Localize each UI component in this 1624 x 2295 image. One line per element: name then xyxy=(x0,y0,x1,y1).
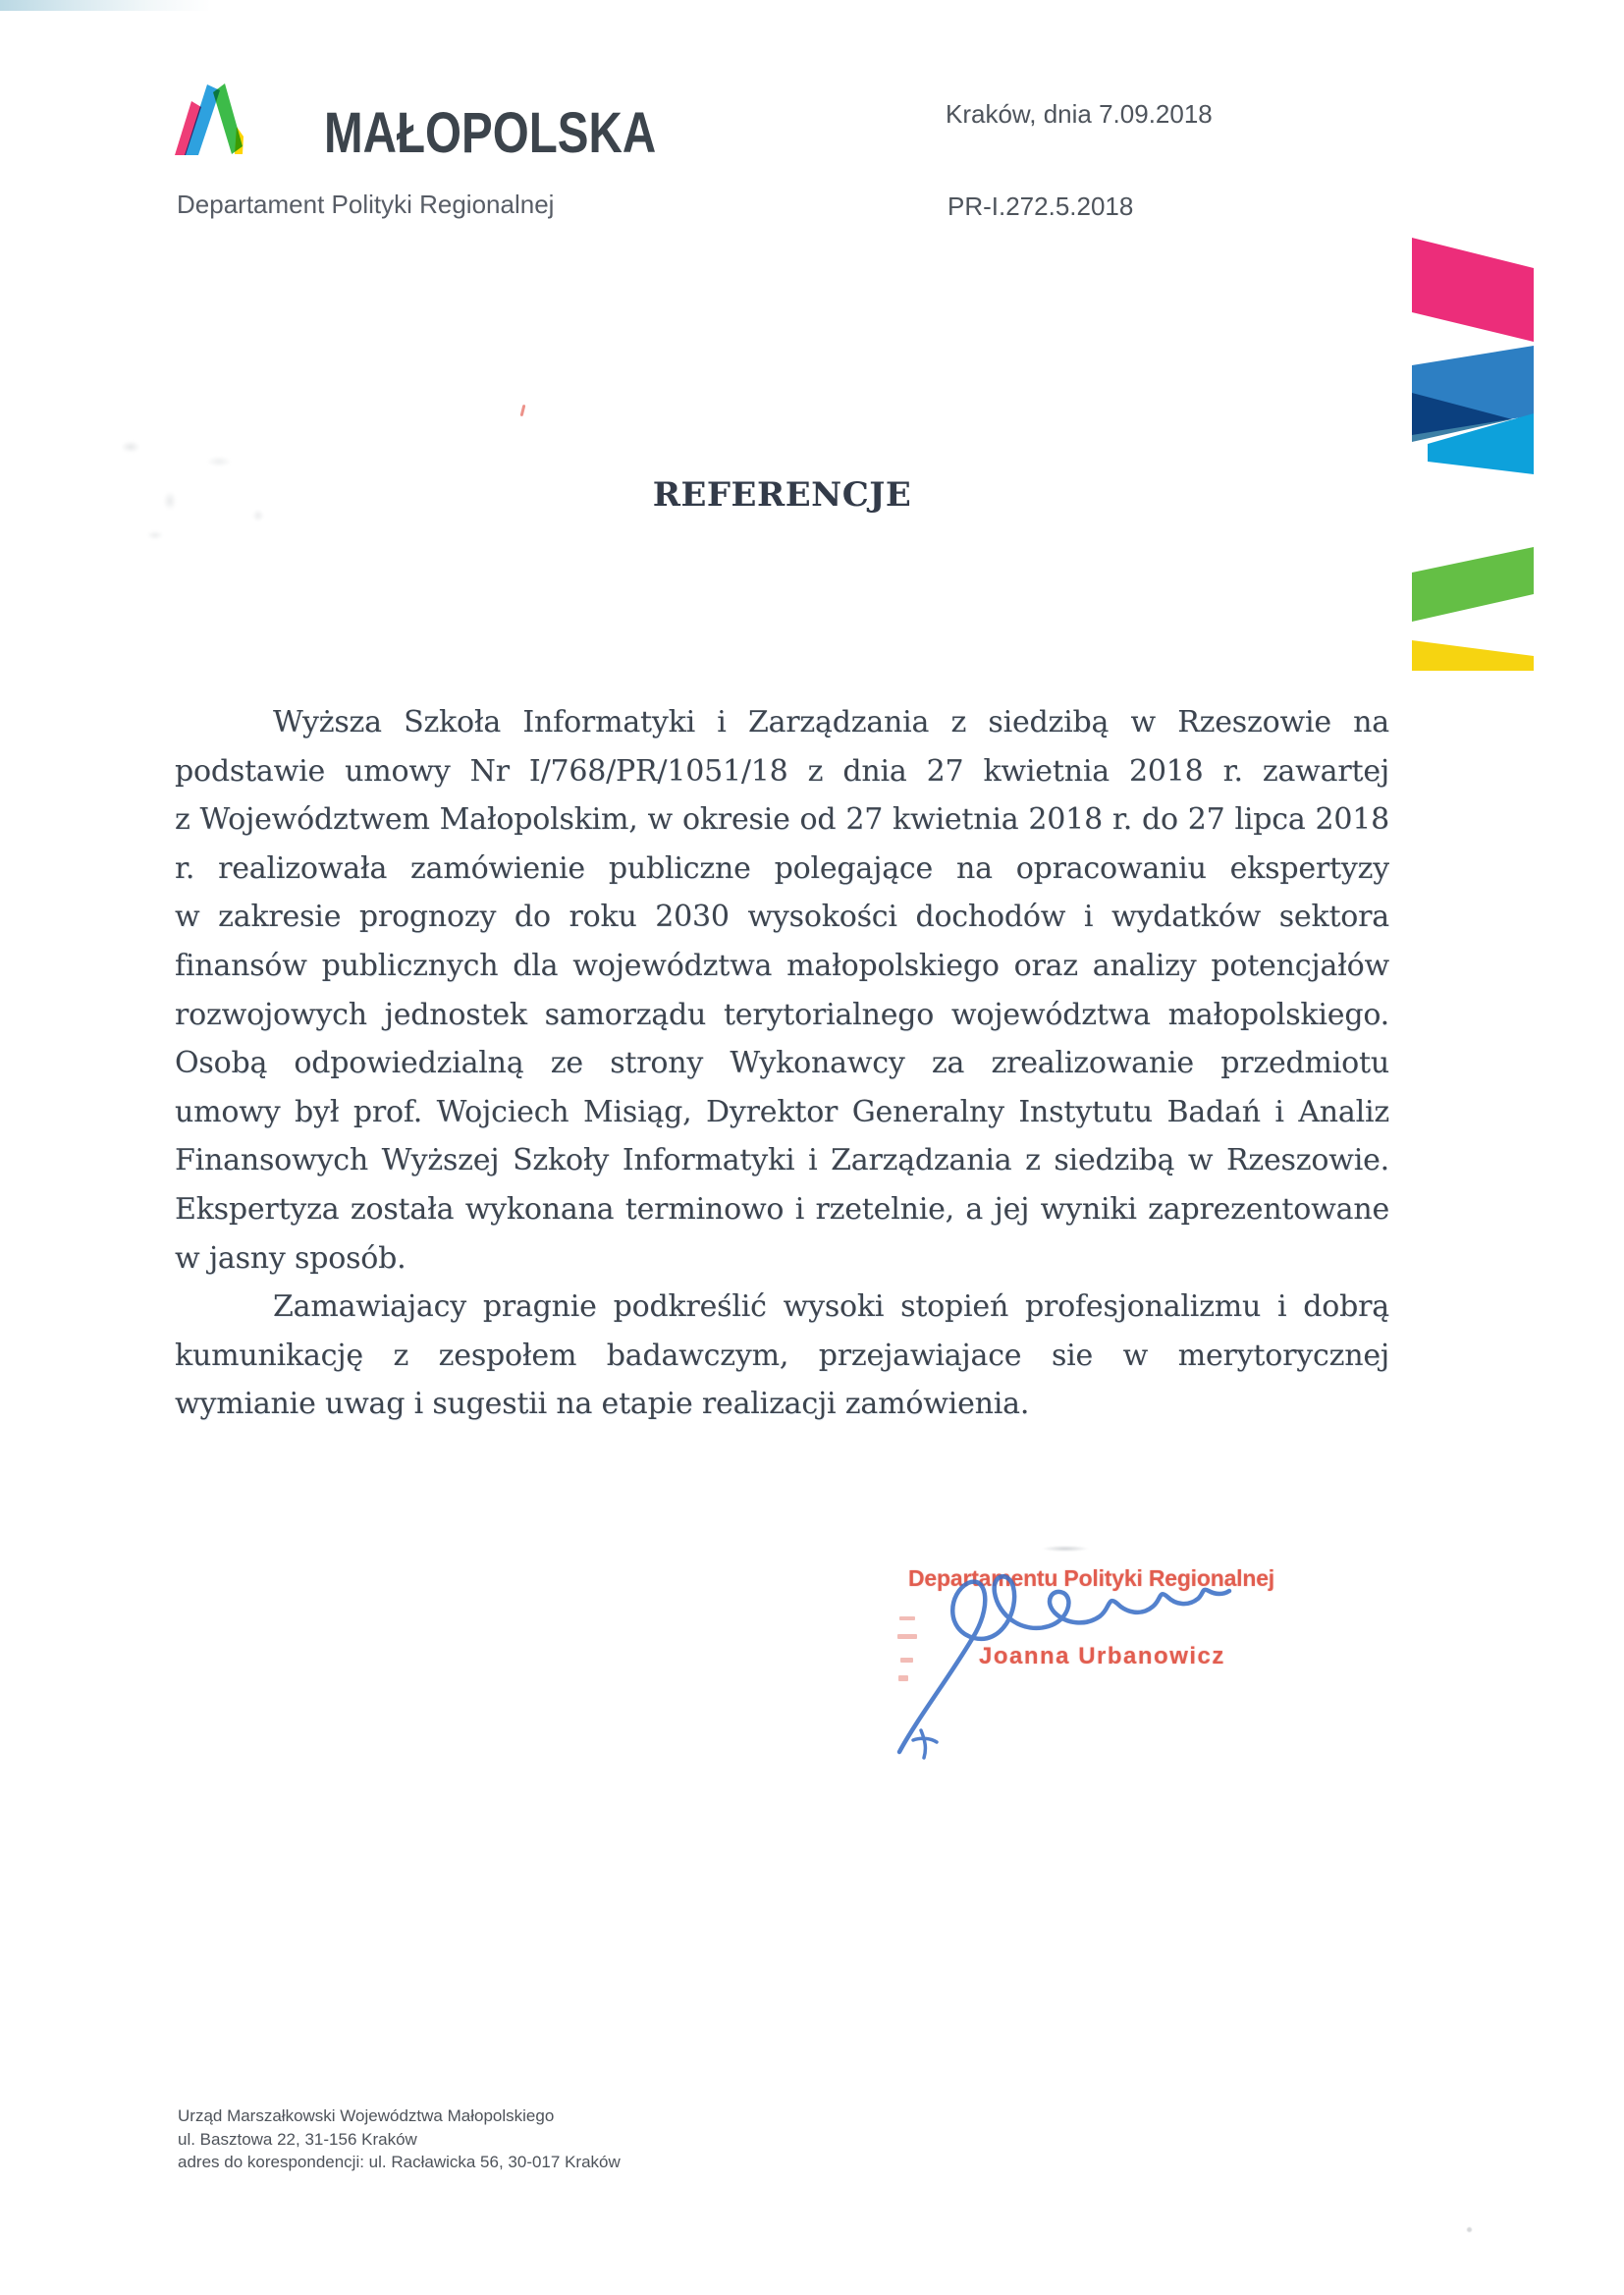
brand-wordmark: MAŁOPOLSKA xyxy=(324,101,657,165)
body-line: Wyższa Szkoła Informatyki i Zarządzania z siedzibą w Rzeszowie na xyxy=(273,705,1389,739)
letterhead-footer xyxy=(178,2104,621,2174)
body-line: w zakresie prognozy do roku 2030 wysokości dochodów i wydatków sektora xyxy=(175,900,1389,935)
body-line: Zamawiajacy pragnie podkreślić wysoki stopień profesjonalizmu i dobrą xyxy=(273,1289,1389,1325)
body-line: kumunikację z zespołem badawczym, przejawiajace sie w merytorycznej xyxy=(175,1338,1389,1373)
stamp-department-line: Departamentu Polityki Regionalnej xyxy=(908,1565,1274,1591)
body-line: podstawie umowy Nr I/768/PR/1051/18 z dnia 27 kwietnia 2018 r. zawartej xyxy=(175,753,1389,789)
stamp-signer-name: Joanna Urbanowicz xyxy=(979,1643,1225,1669)
case-number: PR-I.272.5.2018 xyxy=(947,191,1134,221)
footer-line: ul. Basztowa 22, 31-156 Kraków xyxy=(178,2129,417,2149)
department-line: Departament Polityki Regionalnej xyxy=(177,190,555,219)
footer-line: Urząd Marszałkowski Województwa Małopolskiego xyxy=(178,2106,555,2125)
red-ink-speck xyxy=(520,405,526,416)
handwritten-signature xyxy=(884,1538,1237,1774)
body-line: Finansowych Wyższej Szkoły Informatyki i Zarządzania z siedzibą w Rzeszowie. xyxy=(175,1143,1389,1178)
body-line: z Województwem Małopolskim, w okresie od 27 kwietnia 2018 r. do 27 lipca 2018 xyxy=(175,802,1389,838)
scan-edge-artifact xyxy=(0,0,211,11)
body-line: r. realizowała zamówienie publiczne polegające na opracowaniu ekspertyzy xyxy=(175,850,1389,886)
malopolska-m-logo-icon xyxy=(169,81,247,159)
body-line: wymianie uwag i sugestii na etapie realizacji zamówienia. xyxy=(175,1387,1030,1422)
document-title: REFERENCJE xyxy=(652,475,912,515)
body-line: Osobą odpowiedzialną ze strony Wykonawcy za zrealizowanie przedmiotu xyxy=(175,1046,1389,1081)
body-line: w jasny sposób. xyxy=(175,1240,406,1276)
body-line: Ekspertyza została wykonana terminowo i rzetelnie, a jej wyniki zaprezentowane xyxy=(175,1191,1389,1227)
scan-smudge-artifact xyxy=(101,408,307,555)
place-and-date: Kraków, dnia 7.09.2018 xyxy=(946,99,1213,129)
body-line: rozwojowych jednostek samorządu terytorialnego województwa małopolskiego. xyxy=(175,997,1389,1032)
body-line: umowy był prof. Wojciech Misiąg, Dyrektor Generalny Instytutu Badań i Analiz xyxy=(175,1094,1389,1129)
footer-line: adres do korespondencji: ul. Racławicka 56, 30-017 Kraków xyxy=(178,2153,621,2171)
letter-body xyxy=(175,698,1389,1429)
brand-chevrons-decoration xyxy=(1408,234,1534,676)
scan-dust-speck xyxy=(1467,2227,1472,2232)
body-line: finansów publicznych dla województwa małopolskiego oraz analizy potencjałów xyxy=(175,948,1389,983)
